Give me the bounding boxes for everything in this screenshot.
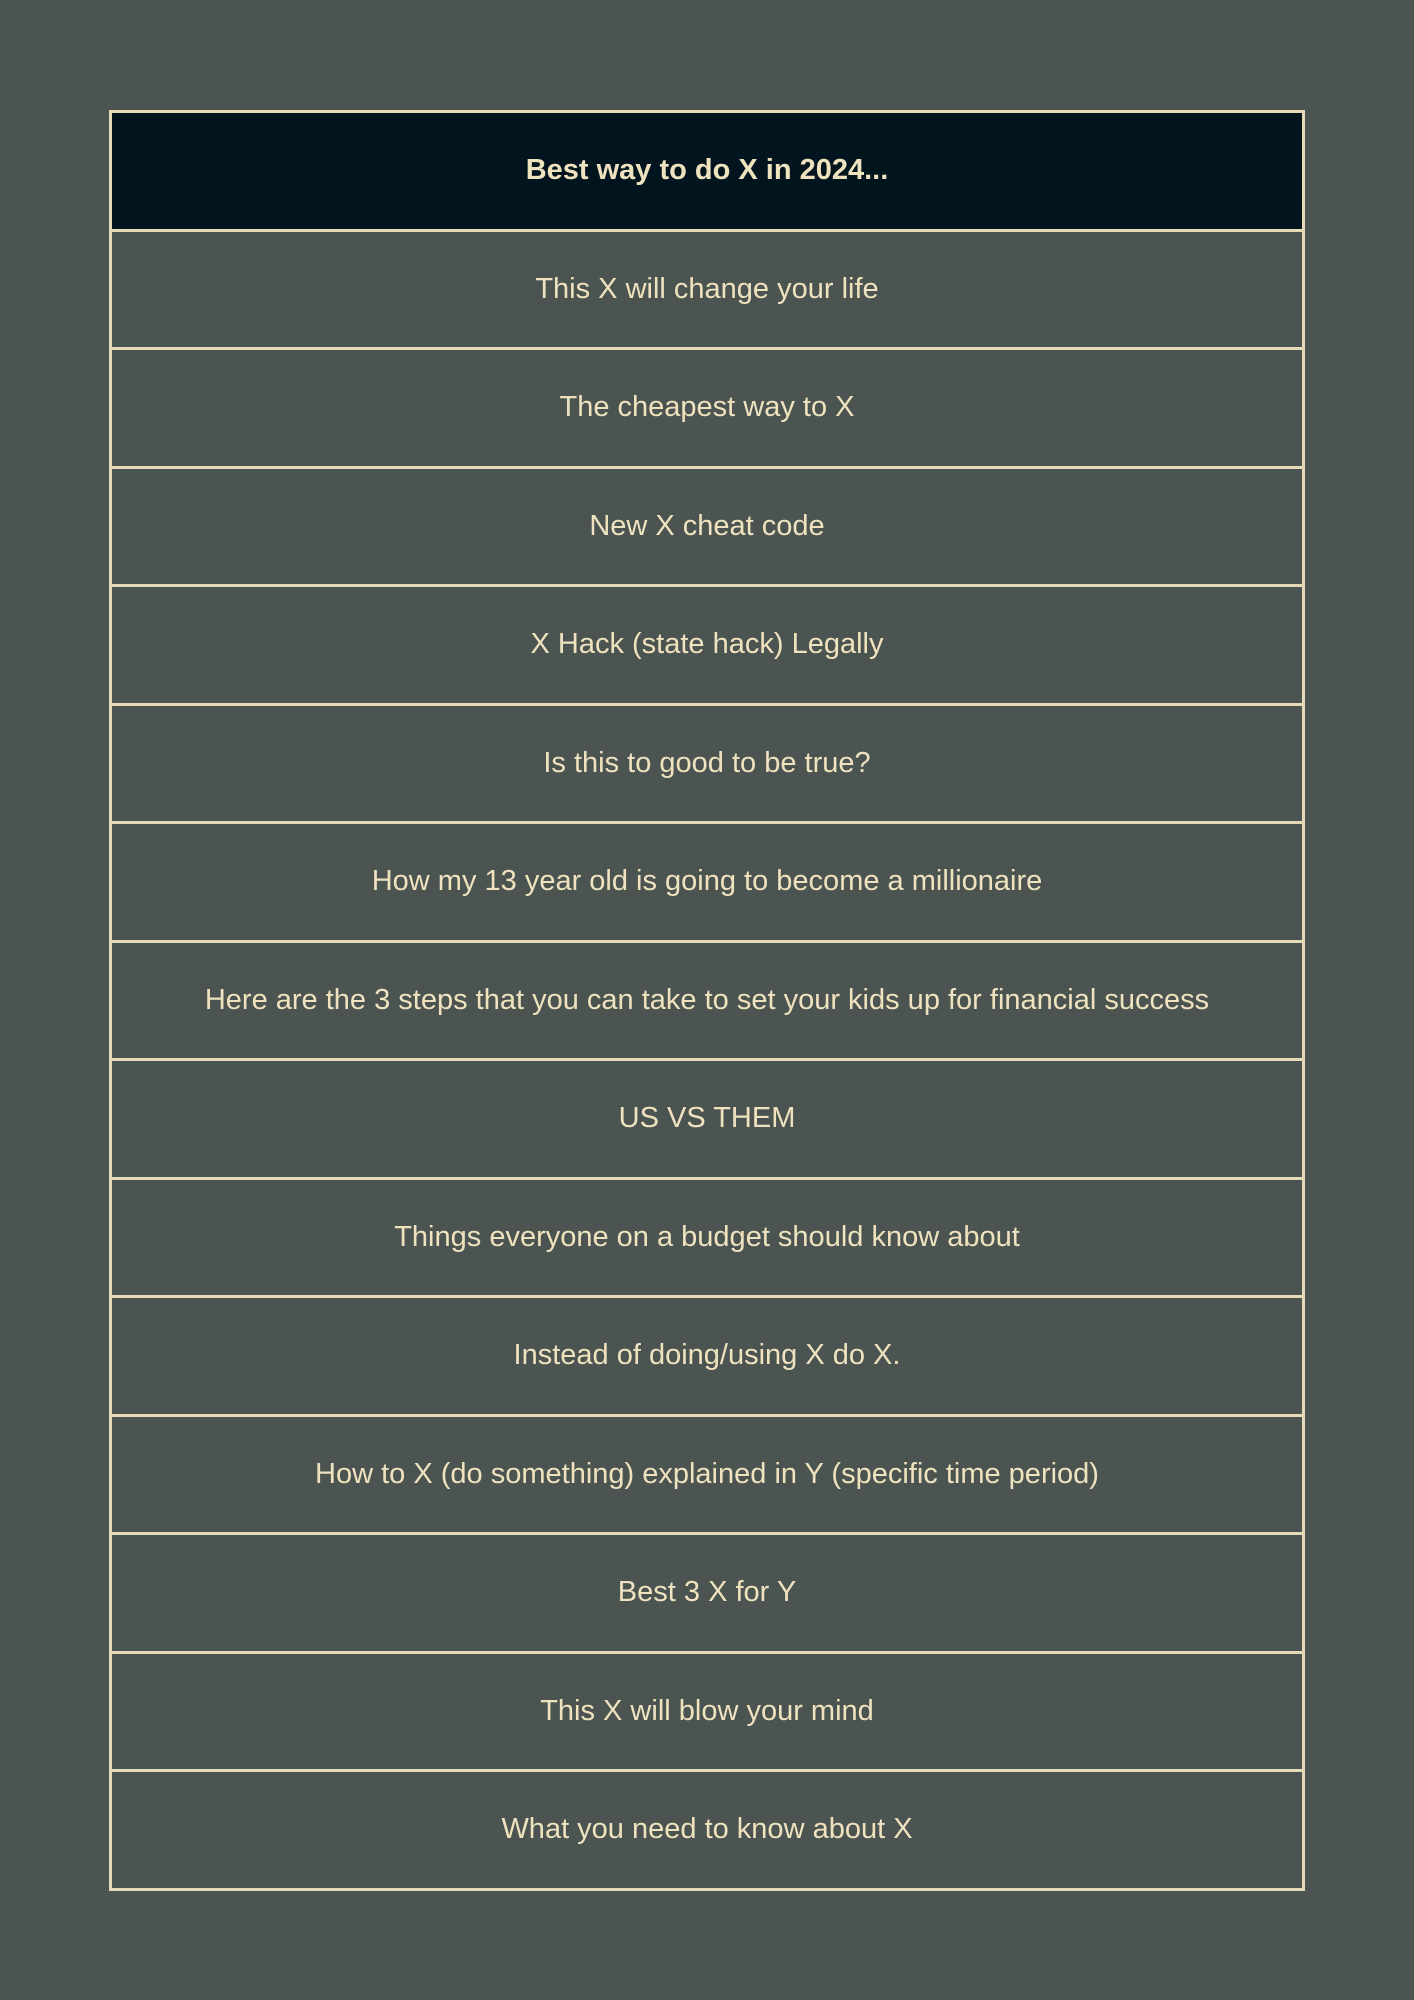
table-row: The cheapest way to X (112, 350, 1302, 469)
table-row: Things everyone on a budget should know about (112, 1180, 1302, 1299)
table-header: Best way to do X in 2024... (112, 113, 1302, 232)
table-row: What you need to know about X (112, 1772, 1302, 1891)
table-row: Is this to good to be true? (112, 706, 1302, 825)
table-row: This X will blow your mind (112, 1654, 1302, 1773)
table-row: Instead of doing/using X do X. (112, 1298, 1302, 1417)
table-row: This X will change your life (112, 232, 1302, 351)
table-row: New X cheat code (112, 469, 1302, 588)
table-row: US VS THEM (112, 1061, 1302, 1180)
table-row: Here are the 3 steps that you can take to set your kids up for financial success (112, 943, 1302, 1062)
table-row: How to X (do something) explained in Y (specific time period) (112, 1417, 1302, 1536)
table-row: How my 13 year old is going to become a millionaire (112, 824, 1302, 943)
table-row: Best 3 X for Y (112, 1535, 1302, 1654)
headline-table (109, 110, 1305, 1891)
table-row: X Hack (state hack) Legally (112, 587, 1302, 706)
